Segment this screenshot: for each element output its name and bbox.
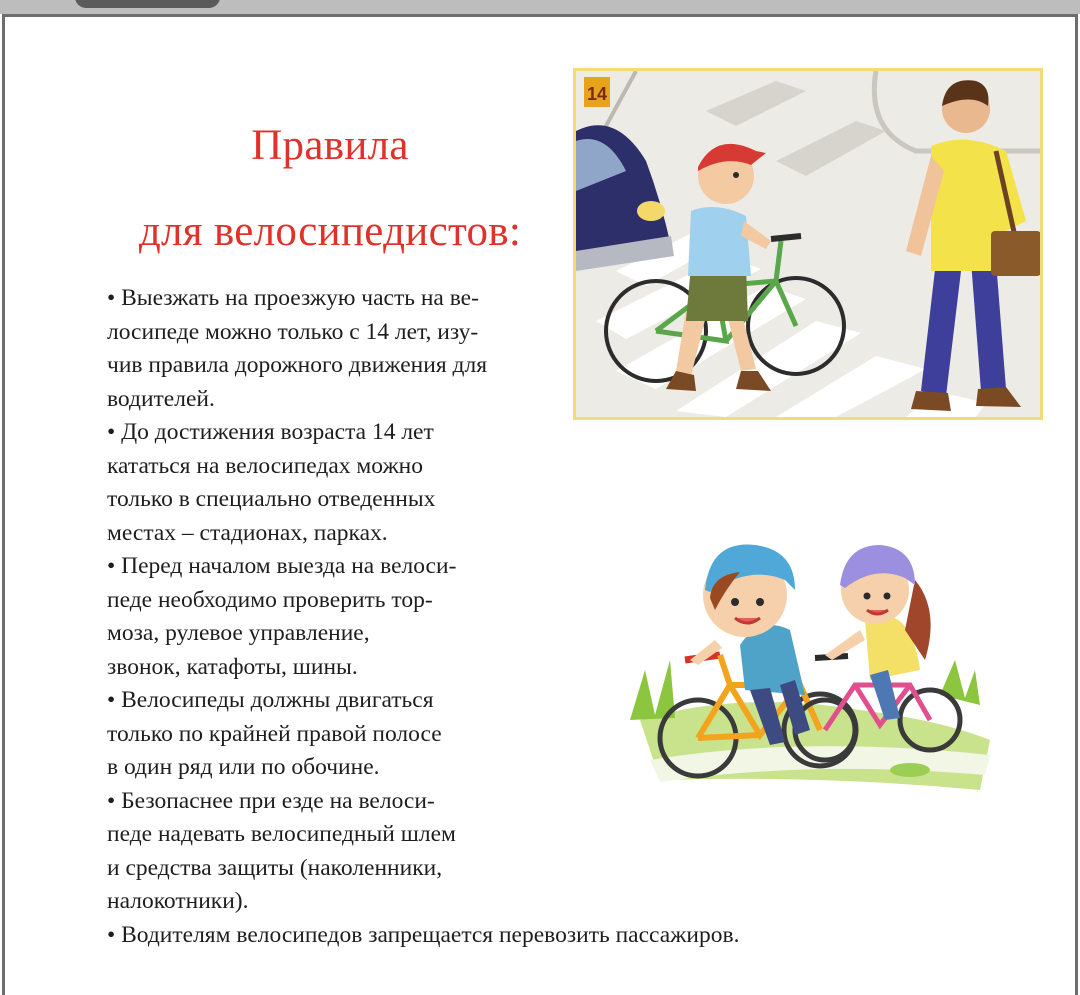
page-title-line-2: для велосипедистов: <box>138 208 522 255</box>
rule-line: педе необходимо проверить тор- <box>107 586 433 613</box>
rule-line: • Перед началом выезда на велоси- <box>107 553 457 579</box>
rule-line: моза, рулевое управление, <box>107 620 370 646</box>
page-title-line-1: Правила <box>251 122 409 169</box>
riders-illustration <box>620 520 1000 800</box>
rule-line: • До достижения возраста 14 лет <box>107 419 434 445</box>
viewer-handle[interactable] <box>75 0 220 8</box>
rule-line: только по крайней правой полосе <box>107 720 442 747</box>
crossing-illustration <box>573 68 1043 420</box>
rule-line: • Велосипеды должны двигаться <box>107 687 434 713</box>
rule-item <box>107 785 739 919</box>
rule-line: в один ряд или по обочине. <box>107 754 380 780</box>
rule-line: только в специально отведенных <box>107 486 436 512</box>
rule-line: местах – стадионах, парках. <box>107 519 388 546</box>
rule-line: педе надевать велосипедный шлем <box>107 821 456 847</box>
rule-line: • Водителям велосипедов запрещается перевозить пассажиров. <box>107 921 740 948</box>
crossing-scene <box>576 71 1040 417</box>
riders-scene <box>620 520 1000 800</box>
rule-line: • Выезжать на проезжую часть на ве- <box>107 285 479 311</box>
rule-line: чив правила дорожного движения для <box>107 352 488 378</box>
rule-line: • Безопаснее при езде на велоси- <box>107 787 435 814</box>
rule-line: звонок, катафоты, шины. <box>107 653 358 680</box>
viewer-top-bar <box>0 0 1080 14</box>
age-sign-label: 14 <box>586 84 608 104</box>
rule-line: налокотники). <box>107 888 249 914</box>
rule-line: водителей. <box>107 385 215 412</box>
rule-line: и средства защиты (наколенники, <box>107 854 443 881</box>
rule-item <box>107 919 739 953</box>
rule-line: лосипеде можно только с 14 лет, изу- <box>107 318 479 345</box>
rule-line: кататься на велосипедах можно <box>107 452 424 479</box>
